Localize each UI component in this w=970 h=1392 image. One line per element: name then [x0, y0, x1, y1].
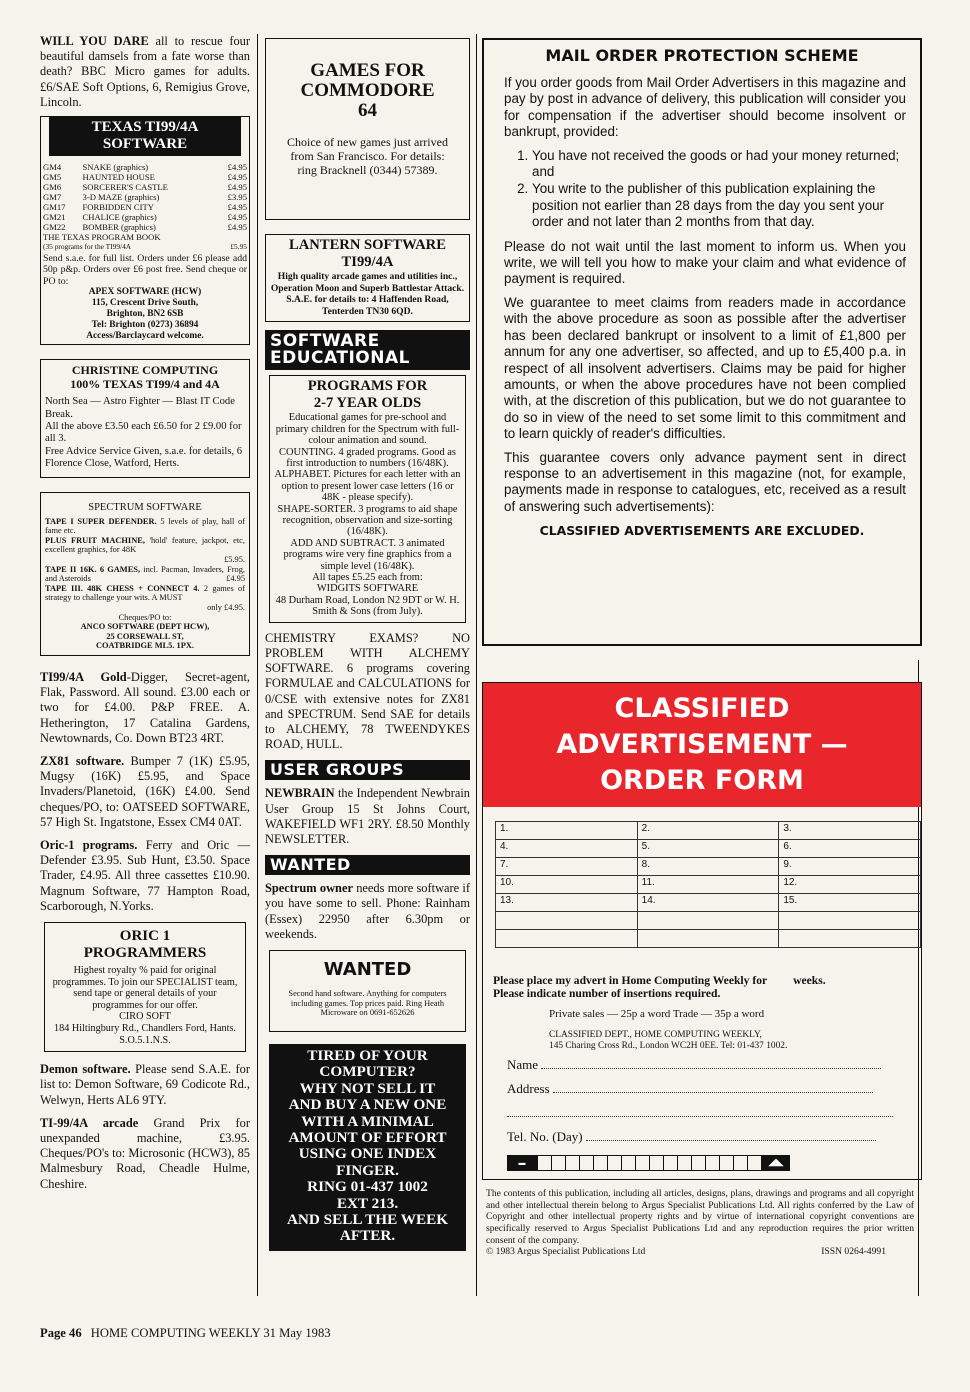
ad-text: COUNTING. 4 graded programs. Good as first introduction to numbers (16/48K).	[279, 446, 456, 469]
mops-paragraph: This guarantee covers only advance payment sent in direct response to an advertisement in this magazine (not, for example, payments made in response to catalogues, etc, received as a result of answering such advertisements):	[504, 449, 906, 514]
price-row	[41, 222, 249, 232]
word-cell[interactable]	[779, 912, 921, 930]
ad-lead: WILL YOU DARE	[40, 34, 149, 48]
order-address: 145 Charing Cross Rd., London WC2H 0EE. Tel: 01-437 1002.	[549, 1040, 788, 1051]
ad-wanted-heath	[269, 950, 466, 1032]
card-digit-box[interactable]	[580, 1155, 594, 1171]
ad-company: WIDGITS SOFTWARE	[316, 583, 419, 595]
ad-text: Free Advice Service Given, s.a.e. for details, 6 Florence Close, Watford, Herts.	[45, 445, 243, 470]
word-cell[interactable]: 3.	[779, 822, 921, 840]
ad-title: LANTERN SOFTWARE TI99/4A	[289, 237, 446, 270]
classified-ti-gold: TI99/4A Gold-Digger, Secret-agent, Flak, Password. All sound. £3.00 each or two for £4.00. P&P FREE. A. Hetherington, 17 Catalina Gardens, Newtownards, Co. Down BT23 4RT.	[40, 669, 250, 745]
column-rule	[257, 34, 258, 1296]
word-cell[interactable]: 10.	[496, 876, 638, 894]
order-insertions: Please indicate number of insertions required.	[493, 987, 721, 1000]
order-place-line: Please place my advert in Home Computing Weekly for weeks.	[493, 974, 826, 987]
ad-text: all to rescue four beautiful damsels from a fate worse than death? BBC Micro games for adults. £6/SAE Soft Options, 6, Remigius Grove, Lincoln.	[40, 34, 251, 109]
ad-oric-programmers	[44, 922, 246, 1052]
price-code: GM22	[43, 222, 66, 233]
price-name: BOMBER (graphics)	[82, 222, 156, 233]
card-digit-box[interactable]	[594, 1155, 608, 1171]
ad-address: 184 Hiltingbury Rd., Chandlers Ford, Hants. S.O.5.1.N.S.	[54, 1023, 236, 1046]
ad-text: Highest royalty % paid for original programmes. To join our SPECIALIST team, send tape or general details of your programmes for our offer.	[52, 965, 238, 1011]
card-digit-box[interactable]	[692, 1155, 706, 1171]
section-heading-software-educational: SOFTWARE EDUCATIONAL	[265, 330, 470, 370]
section-heading-wanted: WANTED	[265, 855, 470, 875]
ad-text: Educational games for pre-school and primary children for the Spectrum with full-colour animation and sound.	[275, 412, 460, 447]
ad-item: TAPE I SUPER DEFENDER. 5 levels of play, hall of fame etc.	[45, 516, 246, 536]
name-field[interactable]: Name	[507, 1057, 921, 1073]
address-field-line2[interactable]	[507, 1105, 921, 1121]
classified-newbrain: NEWBRAIN the Independent Newbrain User Group 15 St Johns Court, WAKEFIELD WF1 2RY. £8.50 Monthly NEWSLETTER.	[265, 786, 470, 846]
card-digit-box[interactable]	[566, 1155, 580, 1171]
price-code: GM6	[43, 182, 62, 193]
classified-spectrum-owner: Spectrum owner needs more software if you have some to sell. Phone: Rainham (Essex) 22950 after 6.30pm or weekends.	[265, 881, 470, 941]
access-card-icon: ◢◣	[762, 1155, 790, 1171]
page-number: Page 46	[40, 1326, 82, 1340]
word-cell[interactable]	[779, 930, 921, 948]
card-digit-box[interactable]	[720, 1155, 734, 1171]
card-digit-box[interactable]	[636, 1155, 650, 1171]
ad-title: ORIC 1	[119, 928, 171, 945]
word-cell[interactable]: 13.	[496, 894, 638, 912]
price-name: SNAKE (graphics)	[82, 162, 149, 173]
card-digit-box[interactable]	[664, 1155, 678, 1171]
classified-oric1: Oric-1 programs. Ferry and Oric — Defender £3.95. Sub Hunt, £3.50. Space Trader, £4.95. All three cassettes £10.90. Magnum Software, 77 Hampton Road, Scarborough, N.Yorks.	[40, 838, 250, 913]
ad-title: TEXAS TI99/4A SOFTWARE	[49, 117, 241, 156]
price-row	[41, 202, 249, 212]
ad-text: ALPHABET. Pictures for each letter with an option to present lower case letters (16 or 48K - please specify).	[274, 469, 461, 504]
word-cell[interactable]	[637, 930, 779, 948]
copyright-notice: The contents of this publication, including all articles, designs, plans, drawings and programs and all copyright and other intellectual therein belong to Argus Specialist Publications Ltd. All rights conferred by the Law of Copyright and other intellectual property rights and by virtue of international copyright conventions are specifically reserved to Argus Specialist Publications Ltd and any reproduction requires the prior written consent of the company.	[486, 1188, 914, 1246]
mops-condition: 2. You write to the publisher of this publication explaining the position not earlier than 28 days from the day you sent your order and not later than 2 months from that day.	[532, 181, 906, 230]
card-number-field[interactable]	[507, 1155, 921, 1171]
word-cell[interactable]: 7.	[496, 858, 638, 876]
ad-text: Choice of new games just arrived from San Francisco. For details: ring Bracknell (0344) 57389.	[287, 135, 448, 177]
card-digit-box[interactable]	[734, 1155, 748, 1171]
page-footer	[40, 1326, 331, 1341]
ad-text: North Sea — Astro Fighter — Blast IT Code Break.	[45, 396, 235, 420]
word-cell[interactable]: 6.	[779, 840, 921, 858]
price-row	[41, 162, 249, 172]
word-cell[interactable]: 8.	[637, 858, 779, 876]
ad-item: TAPE III. 48K CHESS + CONNECT 4. 2 games of strategy to challenge your wits. A MUST	[45, 583, 245, 603]
section-heading-user-groups: USER GROUPS	[265, 760, 470, 780]
visa-icon: ▬	[507, 1155, 537, 1171]
price-price: £3.95	[227, 192, 247, 203]
word-cell[interactable]: 9.	[779, 858, 921, 876]
ad-lantern-software	[265, 234, 470, 322]
price-row	[41, 212, 249, 222]
price-price: £4.95	[227, 222, 247, 233]
ad-title: PROGRAMS FOR 2-7 YEAR OLDS	[307, 378, 428, 412]
price-code: GM21	[43, 212, 66, 223]
price-name: SORCERER'S CASTLE	[82, 182, 168, 193]
card-digit-box[interactable]	[706, 1155, 720, 1171]
tel-field[interactable]: Tel. No. (Day)	[507, 1129, 921, 1145]
order-rates: Private sales — 25p a word Trade — 35p a word	[549, 1008, 765, 1020]
word-cell[interactable]: 1.	[496, 822, 638, 840]
word-cell[interactable]: 12.	[779, 876, 921, 894]
price-price: £4.95	[227, 162, 247, 173]
word-cell[interactable]: 14.	[637, 894, 779, 912]
price-code: GM7	[43, 192, 62, 203]
word-cell[interactable]	[496, 930, 638, 948]
ad-tired-of-computer: TIRED OF YOUR COMPUTER? WHY NOT SELL IT AND BUY A NEW ONE WITH A MINIMAL AMOUNT OF EFFORT USING ONE INDEX FINGER. RING 01-437 1002 EXT 213. AND SELL THE WEEK AFTER.	[269, 1044, 466, 1251]
ad-spectrum-software	[40, 492, 250, 656]
book-line: (35 programs for the TI99/4A £5.95	[43, 242, 247, 252]
price-price: £4.95	[227, 212, 247, 223]
card-digit-box[interactable]	[678, 1155, 692, 1171]
price-table	[41, 162, 249, 232]
ad-subtitle: 100% TEXAS TI99/4 and 4A	[70, 377, 220, 392]
ad-title: CHRISTINE COMPUTING	[71, 363, 219, 378]
ad-text: ADD AND SUBTRACT. 3 animated programs wire very fine graphics from a simple level (16/48K).	[283, 537, 452, 572]
price-code: GM5	[43, 172, 62, 183]
word-grid	[495, 821, 921, 948]
column-2	[265, 34, 470, 1251]
price-code: GM4	[43, 162, 62, 173]
ad-texas-software	[40, 116, 250, 345]
magazine-date: HOME COMPUTING WEEKLY 31 May 1983	[90, 1326, 331, 1340]
card-digit-box[interactable]	[552, 1155, 566, 1171]
ad-item: PLUS FRUIT MACHINE, 'hold' feature, jackpot, etc, excellent graphics, for 48K	[45, 535, 245, 555]
ad-title: SPECTRUM SOFTWARE	[88, 501, 202, 513]
ad-text: All the above £3.50 each £6.50 for 2 £9.00 for all 3.	[45, 421, 242, 445]
price-name: CHALICE (graphics)	[82, 212, 157, 223]
ad-christine-computing	[40, 359, 250, 477]
ad-company: CIRO SOFT	[119, 1011, 171, 1023]
ad-games-commodore	[265, 38, 470, 220]
card-digit-box[interactable]	[748, 1155, 762, 1171]
card-digit-box[interactable]	[650, 1155, 664, 1171]
price-price: £4.95	[227, 172, 247, 183]
mops-conditions	[504, 148, 906, 231]
card-digit-box[interactable]	[537, 1155, 552, 1171]
classified-ti-arcade: TI-99/4A arcade Grand Prix for unexpanded machine, £3.95. Cheques/PO's to: Microsonic (HCW3), 85 Malmesbury Road, Cheadle Hulme, Cheshire.	[40, 1115, 250, 1191]
classified-willyoudare	[40, 34, 250, 110]
mops-intro: If you order goods from Mail Order Advertisers in this magazine and pay by post in advance of delivery, this publication will consider you for compensation if the advertiser should become insolvent or bankrupt, provided:	[504, 75, 906, 140]
price-price: £4.95	[227, 202, 247, 213]
price-row	[41, 182, 249, 192]
column-1	[40, 34, 250, 1200]
ad-address: APEX SOFTWARE (HCW) 115, Crescent Drive South, Brighton, BN2 6SB Tel: Brighton (0273) 36894 Access/Barclaycard welcome.	[86, 287, 204, 342]
word-cell[interactable]	[637, 912, 779, 930]
price-row	[41, 172, 249, 182]
price-code: GM17	[43, 202, 66, 213]
mops-paragraph: Please do not wait until the last moment to inform us. When you write, we will tell you how to make your claim and what evidence of payment is required.	[504, 238, 906, 287]
ad-item: TAPE II 16K. 6 GAMES, incl. Pacman, Invaders, Frog, and Asteroids £4.95	[45, 564, 245, 584]
card-digit-box[interactable]	[608, 1155, 622, 1171]
grid-row	[496, 858, 921, 876]
word-cell[interactable]: 5.	[637, 840, 779, 858]
order-form	[482, 682, 922, 1180]
grid-row	[496, 894, 921, 912]
mops-condition: 1. You have not received the goods or had your money returned; and	[532, 148, 906, 181]
column-3	[482, 34, 922, 1258]
mops-exclusion: CLASSIFIED ADVERTISEMENTS ARE EXCLUDED.	[539, 523, 865, 539]
column-rule	[476, 34, 477, 1296]
price-name: 3-D MAZE (graphics)	[82, 192, 160, 203]
grid-row	[496, 840, 921, 858]
word-cell[interactable]: 11.	[637, 876, 779, 894]
classified-demon: Demon software. Please send S.A.E. for list to: Demon Software, 69 Codicote Rd., Welwyn, Herts AL6 9TY.	[40, 1062, 250, 1107]
grid-row	[496, 876, 921, 894]
ad-title: GAMES FOR COMMODORE 64	[300, 60, 435, 121]
ad-text: Second hand software. Anything for computers including games. Top prices paid. Ring Heath Microware on 0691-652626	[288, 988, 447, 1018]
ad-text: All tapes £5.25 each from:	[312, 572, 423, 584]
mops-paragraph: We guarantee to meet claims from readers made in accordance with the above procedure as soon as possible after the advertiser has been declared bankrupt or insolvent to a limit of £1,800 per annum for any one advertiser, so affected, and up to £5,400 p.a. in respect of all insolvent advertisers. Claims may be paid for higher amounts, or when the above procedures have not been complied with, at the discretion of this publication, but we do not guarantee to do so in view of the need to set some limit to this commitment and to learn quickly of reader's difficulties.	[504, 294, 906, 442]
price-price: £4.95	[227, 182, 247, 193]
grid-row	[496, 930, 921, 948]
book-title: THE TEXAS PROGRAM BOOK	[43, 232, 161, 243]
ad-text: High quality arcade games and utilities inc., Operation Moon and Superb Battlestar Attack. S.A.E. for details to: 4 Haffenden Road, Tenterden TN30 6QD.	[270, 271, 465, 317]
ad-title: WANTED	[323, 958, 412, 980]
ad-address: 48 Durham Road, London N2 9DT or W. H. Smith & Sons (from July).	[275, 594, 460, 618]
ad-address: ANCO SOFTWARE (DEPT HCW), 25 CORSEWALL ST, COATBRIDGE ML5. 1PX.	[80, 622, 210, 651]
card-digit-box[interactable]	[622, 1155, 636, 1171]
price-row	[41, 192, 249, 202]
ad-price: only £4.95.	[207, 603, 245, 613]
price-name: FORBIDDEN CITY	[82, 202, 154, 213]
price-name: HAUNTED HOUSE	[82, 172, 155, 183]
ad-text: Send s.a.e. for full list. Orders under £6 please add 50p p&p. Orders over £6 post free. Send cheque or PO to:	[43, 253, 247, 287]
mops-title: MAIL ORDER PROTECTION SCHEME	[545, 46, 859, 65]
grid-row	[496, 912, 921, 930]
ad-text: Cheques/PO to:	[118, 612, 172, 622]
ad-text: SHAPE-SORTER. 3 programs to aid shape recognition, observation and size-sorting (16/48K).	[277, 503, 458, 538]
copyright-line: © 1983 Argus Specialist Publications Ltd ISSN 0264-4991	[486, 1246, 886, 1258]
word-cell[interactable]: 2.	[637, 822, 779, 840]
address-field[interactable]: Address	[507, 1081, 921, 1097]
ad-subtitle: PROGRAMMERS	[83, 945, 207, 962]
word-cell[interactable]: 15.	[779, 894, 921, 912]
order-form-title: CLASSIFIED ADVERTISEMENT — ORDER FORM	[483, 683, 921, 807]
word-cell[interactable]: 4.	[496, 840, 638, 858]
word-cell[interactable]	[496, 912, 638, 930]
classified-chemistry: CHEMISTRY EXAMS? NO PROBLEM WITH ALCHEMY SOFTWARE. 6 programs covering FORMULAE and CALCULATIONS for 0/CSE with extensive notes for ZX81 and SPECTRUM. Send SAE for details to ALCHEMY, 78 TWEENDYKES ROAD, HULL.	[265, 630, 470, 752]
ad-programs-2-7	[269, 375, 466, 622]
order-dept: CLASSIFIED DEPT., HOME COMPUTING WEEKLY,	[549, 1030, 762, 1040]
grid-row	[496, 822, 921, 840]
ad-price: £5.95.	[224, 555, 245, 565]
classified-zx81: ZX81 software. Bumper 7 (1K) £5.95, Mugsy (16K) £5.95, and Space Invaders/Planetoid, (16K) £4.00. Send cheques/PO, to: OATSEED SOFTWARE, 57 High St. Ingatstone, Essex CM4 0AT.	[40, 754, 250, 829]
mail-order-protection-scheme	[482, 38, 922, 646]
